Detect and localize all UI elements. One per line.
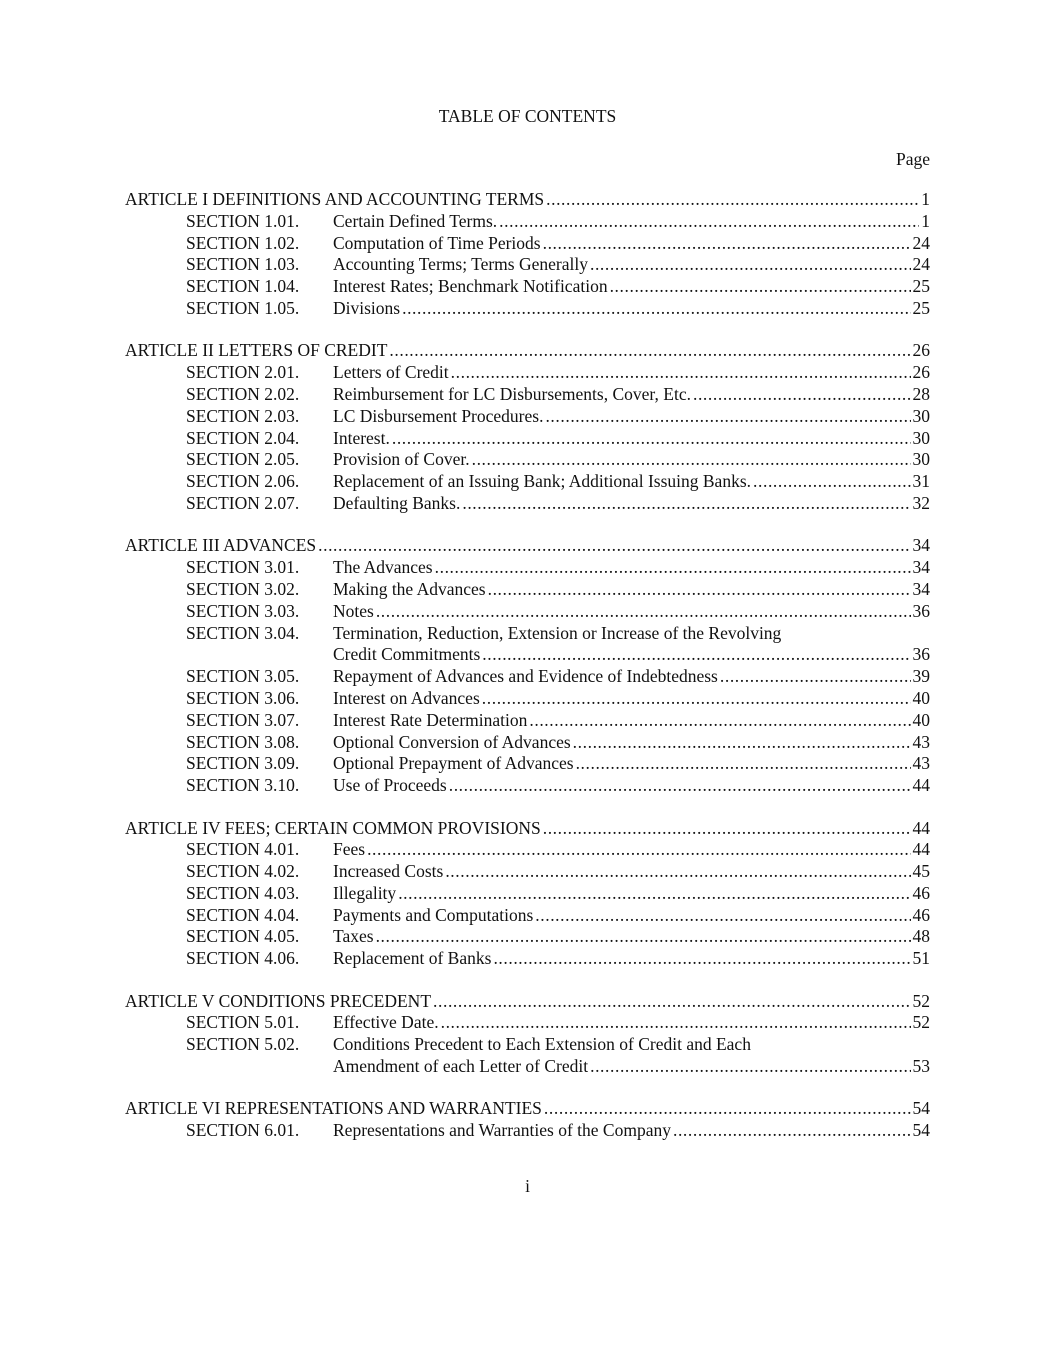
section-title-continuation: Amendment of each Letter of Credit bbox=[333, 1056, 589, 1077]
article-heading: ARTICLE III ADVANCES bbox=[125, 535, 317, 556]
toc-section-row[interactable] bbox=[125, 493, 930, 515]
section-number: SECTION 1.04. bbox=[186, 276, 300, 297]
toc-section-row[interactable] bbox=[125, 406, 930, 428]
toc-section-row[interactable] bbox=[125, 753, 930, 775]
toc-section-row[interactable] bbox=[125, 449, 930, 471]
section-title: Interest Rate Determination bbox=[333, 709, 528, 730]
toc-section-row[interactable] bbox=[125, 623, 930, 645]
article-spacer bbox=[125, 1078, 930, 1099]
section-page-number: 24 bbox=[912, 232, 930, 253]
section-page-number: 24 bbox=[912, 254, 930, 275]
dot-leader bbox=[392, 428, 911, 450]
section-title: Reimbursement for LC Disbursements, Cover, Etc. bbox=[333, 383, 691, 404]
article-spacer bbox=[125, 320, 930, 341]
section-number: SECTION 3.07. bbox=[186, 709, 300, 730]
toc-article-row[interactable] bbox=[125, 991, 930, 1013]
section-page-number: 51 bbox=[912, 948, 930, 969]
toc-section-row[interactable] bbox=[125, 471, 930, 493]
toc-section-row[interactable] bbox=[125, 233, 930, 255]
section-title: The Advances bbox=[333, 557, 433, 578]
section-title: Conditions Precedent to Each Extension of Credit and Each bbox=[333, 1034, 751, 1055]
section-number: SECTION 3.05. bbox=[186, 666, 300, 687]
toc-section-row[interactable] bbox=[125, 688, 930, 710]
section-number: SECTION 1.02. bbox=[186, 232, 300, 253]
dot-leader bbox=[449, 775, 911, 797]
section-page-number: 1 bbox=[921, 210, 930, 231]
section-title: Interest on Advances bbox=[333, 687, 480, 708]
toc-section-row[interactable] bbox=[125, 276, 930, 298]
article-heading: ARTICLE V CONDITIONS PRECEDENT bbox=[125, 990, 432, 1011]
section-title: Provision of Cover. bbox=[333, 449, 470, 470]
dot-leader bbox=[610, 276, 911, 298]
dot-leader bbox=[376, 926, 911, 948]
dot-leader bbox=[753, 471, 910, 493]
page-column-header: Page bbox=[895, 149, 930, 169]
article-spacer bbox=[125, 970, 930, 991]
section-page-number: 25 bbox=[912, 297, 930, 318]
dot-leader bbox=[529, 710, 910, 732]
section-page-number: 45 bbox=[912, 861, 930, 882]
toc-section-row[interactable] bbox=[125, 254, 930, 276]
dot-leader bbox=[493, 948, 910, 970]
section-page-number: 43 bbox=[912, 753, 930, 774]
toc-section-row[interactable] bbox=[125, 666, 930, 688]
dot-leader bbox=[590, 254, 911, 276]
section-page-number: 28 bbox=[912, 383, 930, 404]
toc-section-row[interactable] bbox=[125, 1120, 930, 1142]
section-page-number: 43 bbox=[912, 731, 930, 752]
section-title: Letters of Credit bbox=[333, 362, 449, 383]
dot-leader bbox=[693, 384, 911, 406]
article-page-number: 54 bbox=[912, 1098, 930, 1119]
section-title: Representations and Warranties of the Company bbox=[333, 1120, 671, 1141]
section-page-number: 34 bbox=[912, 578, 930, 599]
toc-section-row[interactable] bbox=[125, 428, 930, 450]
table-of-contents bbox=[125, 189, 930, 1142]
section-number: SECTION 1.05. bbox=[186, 297, 300, 318]
dot-leader bbox=[573, 732, 911, 754]
section-page-number: 26 bbox=[912, 362, 930, 383]
dot-leader bbox=[318, 535, 910, 557]
article-page-number: 1 bbox=[921, 189, 930, 209]
section-page-number: 34 bbox=[912, 557, 930, 578]
toc-section-row[interactable] bbox=[125, 775, 930, 797]
section-title: Repayment of Advances and Evidence of Indebtedness bbox=[333, 666, 718, 687]
section-title: Taxes bbox=[333, 926, 374, 947]
dot-leader bbox=[590, 1056, 910, 1078]
dot-leader bbox=[546, 189, 919, 211]
section-page-number: 36 bbox=[912, 600, 930, 621]
article-spacer bbox=[125, 797, 930, 818]
toc-section-row[interactable] bbox=[125, 710, 930, 732]
section-title: Accounting Terms; Terms Generally bbox=[333, 254, 588, 275]
toc-article-row[interactable] bbox=[125, 818, 930, 840]
article-page-number: 52 bbox=[912, 990, 930, 1011]
section-page-number: 52 bbox=[912, 1012, 930, 1033]
section-page-number: 54 bbox=[912, 1120, 930, 1141]
dot-leader bbox=[720, 666, 911, 688]
section-title: Use of Proceeds bbox=[333, 775, 447, 796]
footer-page-number: i bbox=[525, 1176, 530, 1196]
section-page-number: 40 bbox=[912, 709, 930, 730]
dot-leader bbox=[673, 1120, 911, 1142]
section-number: SECTION 4.02. bbox=[186, 861, 300, 882]
section-number: SECTION 5.01. bbox=[186, 1012, 300, 1033]
section-number: SECTION 3.01. bbox=[186, 557, 300, 578]
section-number: SECTION 4.03. bbox=[186, 882, 300, 903]
toc-section-row[interactable] bbox=[125, 384, 930, 406]
dot-leader bbox=[462, 493, 910, 515]
toc-article-row[interactable] bbox=[125, 535, 930, 557]
section-number: SECTION 3.10. bbox=[186, 775, 300, 796]
toc-section-row[interactable] bbox=[125, 211, 930, 233]
article-page-number: 34 bbox=[912, 535, 930, 556]
section-title: Increased Costs bbox=[333, 861, 444, 882]
section-page-number: 44 bbox=[912, 839, 930, 860]
toc-section-row[interactable] bbox=[125, 1034, 930, 1056]
dot-leader bbox=[441, 1012, 911, 1034]
article-heading: ARTICLE VI REPRESENTATIONS AND WARRANTIES bbox=[125, 1098, 542, 1119]
dot-leader bbox=[389, 340, 910, 362]
section-title: Defaulting Banks. bbox=[333, 492, 461, 513]
section-page-number: 32 bbox=[912, 492, 930, 513]
toc-section-row[interactable] bbox=[125, 1012, 930, 1034]
toc-section-row[interactable] bbox=[125, 883, 930, 905]
section-title: Optional Conversion of Advances bbox=[333, 731, 571, 752]
section-page-number: 30 bbox=[912, 449, 930, 470]
section-number: SECTION 3.03. bbox=[186, 600, 300, 621]
section-page-number: 46 bbox=[912, 904, 930, 925]
dot-leader bbox=[402, 298, 910, 320]
section-number: SECTION 4.06. bbox=[186, 948, 300, 969]
section-title: LC Disbursement Procedures. bbox=[333, 405, 544, 426]
section-page-number: 44 bbox=[912, 775, 930, 796]
section-title-continuation: Credit Commitments bbox=[333, 644, 481, 665]
section-title: Replacement of an Issuing Bank; Additional Issuing Banks. bbox=[333, 471, 752, 492]
section-page-number: 36 bbox=[912, 644, 930, 665]
section-page-number: 25 bbox=[912, 276, 930, 297]
toc-article-row[interactable] bbox=[125, 340, 930, 362]
section-number: SECTION 2.04. bbox=[186, 427, 300, 448]
section-number: SECTION 3.04. bbox=[186, 622, 300, 643]
toc-section-row[interactable] bbox=[125, 579, 930, 601]
section-page-number: 48 bbox=[912, 926, 930, 947]
section-number: SECTION 4.05. bbox=[186, 926, 300, 947]
dot-leader bbox=[576, 753, 911, 775]
toc-section-row[interactable] bbox=[125, 732, 930, 754]
section-title: Replacement of Banks bbox=[333, 948, 492, 969]
section-page-number: 30 bbox=[912, 427, 930, 448]
section-page-number: 53 bbox=[912, 1056, 930, 1077]
article-heading: ARTICLE I DEFINITIONS AND ACCOUNTING TERMS bbox=[125, 189, 545, 209]
section-number: SECTION 2.06. bbox=[186, 471, 300, 492]
section-number: SECTION 3.09. bbox=[186, 753, 300, 774]
section-page-number: 39 bbox=[912, 666, 930, 687]
dot-leader bbox=[367, 839, 910, 861]
article-page-number: 44 bbox=[912, 817, 930, 838]
dot-leader bbox=[445, 861, 910, 883]
section-number: SECTION 2.03. bbox=[186, 405, 300, 426]
page-title: TABLE OF CONTENTS bbox=[438, 106, 617, 126]
toc-section-row[interactable] bbox=[125, 948, 930, 970]
dot-leader bbox=[451, 362, 911, 384]
dot-leader bbox=[499, 211, 919, 233]
toc-article-row[interactable] bbox=[125, 1098, 930, 1120]
article-spacer bbox=[125, 515, 930, 536]
section-number: SECTION 2.05. bbox=[186, 449, 300, 470]
toc-section-row[interactable] bbox=[125, 861, 930, 883]
dot-leader bbox=[545, 406, 910, 428]
section-number: SECTION 2.07. bbox=[186, 492, 300, 513]
section-title: Optional Prepayment of Advances bbox=[333, 753, 574, 774]
section-page-number: 31 bbox=[912, 471, 930, 492]
toc-section-row[interactable] bbox=[125, 601, 930, 623]
section-number: SECTION 1.01. bbox=[186, 210, 300, 231]
toc-section-row[interactable] bbox=[125, 905, 930, 927]
section-number: SECTION 3.08. bbox=[186, 731, 300, 752]
section-number: SECTION 1.03. bbox=[186, 254, 300, 275]
dot-leader bbox=[472, 449, 911, 471]
dot-leader bbox=[482, 688, 911, 710]
section-title: Interest Rates; Benchmark Notification bbox=[333, 276, 608, 297]
toc-section-row[interactable] bbox=[125, 839, 930, 861]
section-number: SECTION 3.02. bbox=[186, 578, 300, 599]
section-number: SECTION 2.02. bbox=[186, 383, 300, 404]
dot-leader bbox=[376, 601, 911, 623]
section-title: Interest. bbox=[333, 427, 390, 448]
section-title: Computation of Time Periods bbox=[333, 232, 541, 253]
section-title: Payments and Computations bbox=[333, 904, 534, 925]
section-title: Notes bbox=[333, 600, 374, 621]
section-title: Illegality bbox=[333, 882, 397, 903]
section-number: SECTION 2.01. bbox=[186, 362, 300, 383]
dot-leader bbox=[543, 818, 911, 840]
section-page-number: 46 bbox=[912, 882, 930, 903]
section-title: Making the Advances bbox=[333, 578, 486, 599]
dot-leader bbox=[482, 644, 910, 666]
toc-section-row[interactable] bbox=[125, 557, 930, 579]
section-title: Effective Date. bbox=[333, 1012, 439, 1033]
toc-section-row[interactable] bbox=[125, 362, 930, 384]
article-heading: ARTICLE IV FEES; CERTAIN COMMON PROVISIONS bbox=[125, 817, 541, 838]
toc-section-row[interactable] bbox=[125, 926, 930, 948]
dot-leader bbox=[433, 991, 910, 1013]
dot-leader bbox=[544, 1098, 911, 1120]
article-page-number: 26 bbox=[912, 340, 930, 361]
section-title: Fees bbox=[333, 839, 366, 860]
section-title: Divisions bbox=[333, 297, 401, 318]
dot-leader bbox=[535, 905, 910, 927]
section-number: SECTION 3.06. bbox=[186, 687, 300, 708]
article-heading: ARTICLE II LETTERS OF CREDIT bbox=[125, 340, 388, 361]
toc-section-continuation-row[interactable] bbox=[125, 1056, 930, 1078]
toc-section-row[interactable] bbox=[125, 298, 930, 320]
section-number: SECTION 5.02. bbox=[186, 1034, 300, 1055]
section-number: SECTION 6.01. bbox=[186, 1120, 300, 1141]
toc-article-row[interactable] bbox=[125, 189, 930, 211]
toc-section-continuation-row[interactable] bbox=[125, 644, 930, 666]
dot-leader bbox=[488, 579, 911, 601]
dot-leader bbox=[435, 557, 911, 579]
section-title: Certain Defined Terms. bbox=[333, 210, 498, 231]
section-number: SECTION 4.01. bbox=[186, 839, 300, 860]
dot-leader bbox=[398, 883, 910, 905]
section-title: Termination, Reduction, Extension or Increase of the Revolving bbox=[333, 622, 782, 643]
dot-leader bbox=[543, 233, 911, 255]
section-page-number: 40 bbox=[912, 687, 930, 708]
section-page-number: 30 bbox=[912, 405, 930, 426]
section-number: SECTION 4.04. bbox=[186, 904, 300, 925]
